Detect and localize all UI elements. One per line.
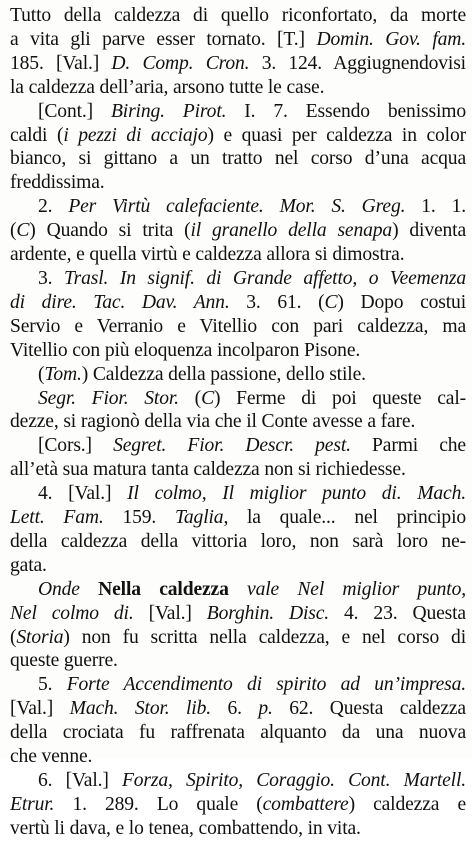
text-line [10,506,466,530]
text-run: 2. [38,196,69,218]
text-run: Tutto della caldezza di quello riconfortato, da morte [10,5,466,26]
text-line [10,147,466,171]
italic-text: Onde [38,578,99,600]
italic-text: Segret. Fior. Descr. pest. [113,435,351,457]
text-run: 6. [211,698,259,720]
italic-text: vale Nel miglior punto, [228,578,466,600]
dictionary-entry-caldezza [10,4,466,841]
text-run: [Val.] [10,698,70,720]
text-line [10,697,466,721]
text-run: ) non fu scritta nella caldezza, e nel corso di [63,626,466,648]
italic-text: D. Comp. Cron. [111,52,250,74]
text-run: che venne. [10,746,93,768]
text-line [10,387,466,411]
text-run: 5. [38,674,67,696]
text-run: dezze, si ragionò della via che il Conte avesse a fare. [10,411,416,433]
text-run: ardente, e quella virtù e caldezza allora si dimostra. [10,244,405,266]
text-line [10,769,466,793]
text-run: 3. [38,267,64,289]
text-line [10,219,466,243]
text-run: gata. [10,554,47,576]
text-run: 4. [Val.] [38,483,128,505]
text-line [10,267,466,291]
italic-text: Storia [16,626,64,648]
text-run: I. 7. Essendo benissimo [226,100,466,122]
text-line [10,745,466,769]
text-run: 6. [Val.] [38,770,122,791]
italic-text: Il colmo, Il miglior punto di. Mach. [127,483,466,505]
text-run: 1. 1. [405,196,466,218]
text-line [10,458,466,482]
text-run: ) Caldezza della passione, dello stile. [81,363,366,385]
text-line [10,4,466,28]
text-line [10,291,466,315]
text-run: 3. 61. ( [229,291,325,313]
text-run: 62. Questa caldezza [272,698,466,720]
text-run: 4. 23. Questa [329,602,466,624]
text-run: Vitellio con più eloquenza incolparon Pisone. [10,339,361,361]
italic-text: combattere [262,793,349,815]
italic-text: Forte Accendimento di spirito ad un’impresa. [66,674,466,696]
text-run: ) e quasi per caldezza in color [207,124,466,146]
text-line [10,52,466,76]
text-run: [Cors.] [38,435,114,457]
italic-text: p. [258,698,273,720]
text-line [10,602,466,626]
italic-text: Taglia [174,507,224,529]
text-line [10,410,466,434]
text-run: freddissima. [10,172,105,194]
text-run: a vita gli parve esser tornato. [T.] [10,28,317,50]
text-line [10,482,466,506]
text-line [10,554,466,578]
text-run: ) Dopo costui [337,291,466,313]
italic-text: Lett. Fam. [10,507,104,529]
text-run: 159. [103,507,175,529]
text-run: della crociata fu raffrenata alquanto da una nuova [10,722,466,744]
text-line [10,363,466,387]
text-line [10,721,466,745]
text-line [10,243,466,267]
text-run: Servio e Verranio e Vitellio con pari caldezza, ma [10,315,466,337]
text-line [10,626,466,650]
italic-text: C [324,291,338,313]
text-run: la caldezza dell’aria, arsono tutte le case. [10,76,325,98]
text-run: ) diventa [392,220,466,242]
text-line [10,434,466,458]
text-run: bianco, si gittano a un tratto nel corso d’una acqua [10,148,466,170]
italic-text: Per Virtù calefaciente. Mor. S. Greg. [68,196,406,218]
italic-text: Nel colmo di. [10,602,134,624]
text-line [10,100,466,124]
text-line [10,530,466,554]
text-run: ) Quando si trita ( [29,220,191,242]
text-line [10,28,466,52]
italic-text: Biring. Pirot. [110,100,227,122]
italic-text: C [201,387,214,409]
text-run: della caldezza della vittoria loro, non sarà loro ne- [10,530,466,552]
italic-text: di dire. Tac. Dav. Ann. [10,291,230,313]
text-line [10,673,466,697]
italic-text: Tom. [44,363,82,385]
text-line [10,171,466,195]
text-run: 3. 124. Aggiugnendovisi [249,52,466,74]
italic-text: Domin. Gov. fam. [316,28,466,50]
text-run: , la quale... nel principio [223,507,466,529]
italic-text: Forza, Spirito, Coraggio. Cont. Martell. [121,770,466,791]
italic-text: Segr. Fior. Stor. [38,387,179,409]
italic-text: Etrur. [10,793,55,815]
text-run: Parmi che [350,435,466,457]
text-line [10,578,466,602]
text-line [10,124,466,148]
text-run: ( [10,220,17,242]
text-run: ( [10,626,17,648]
text-line [10,315,466,339]
text-run: 185. [Val.] [10,52,112,74]
text-run: ( [38,363,45,385]
text-run: [Cont.] [38,100,111,122]
text-run: queste guerre. [10,650,118,672]
italic-text: Mach. Stor. lib. [69,698,211,720]
italic-text: il granello della senapa [190,220,393,242]
text-line [10,817,466,841]
text-run: caldi ( [10,124,64,146]
text-line [10,649,466,673]
text-line [10,76,466,100]
text-run: ) caldezza e [348,793,466,815]
text-run: vertù li dava, e lo tenea, combattendo, in vita. [10,817,361,839]
text-line [10,195,466,219]
text-run: ) Ferme di poi queste cal- [213,387,466,409]
text-line [10,339,466,363]
italic-text: C [16,220,30,242]
italic-text: Borghin. Disc. [206,602,330,624]
text-run: [Val.] [133,602,207,624]
text-run: ( [178,387,202,409]
headword-phrase: Nella caldezza [98,578,229,600]
italic-text: Trasl. In signif. di Grande affetto, o Veemenza [63,267,466,289]
text-line [10,793,466,817]
text-run: all’età sua matura tanta caldezza non si richiedesse. [10,459,406,481]
text-run: 1. 289. Lo quale ( [54,793,263,815]
italic-text: i pezzi di acciajo [63,124,208,146]
